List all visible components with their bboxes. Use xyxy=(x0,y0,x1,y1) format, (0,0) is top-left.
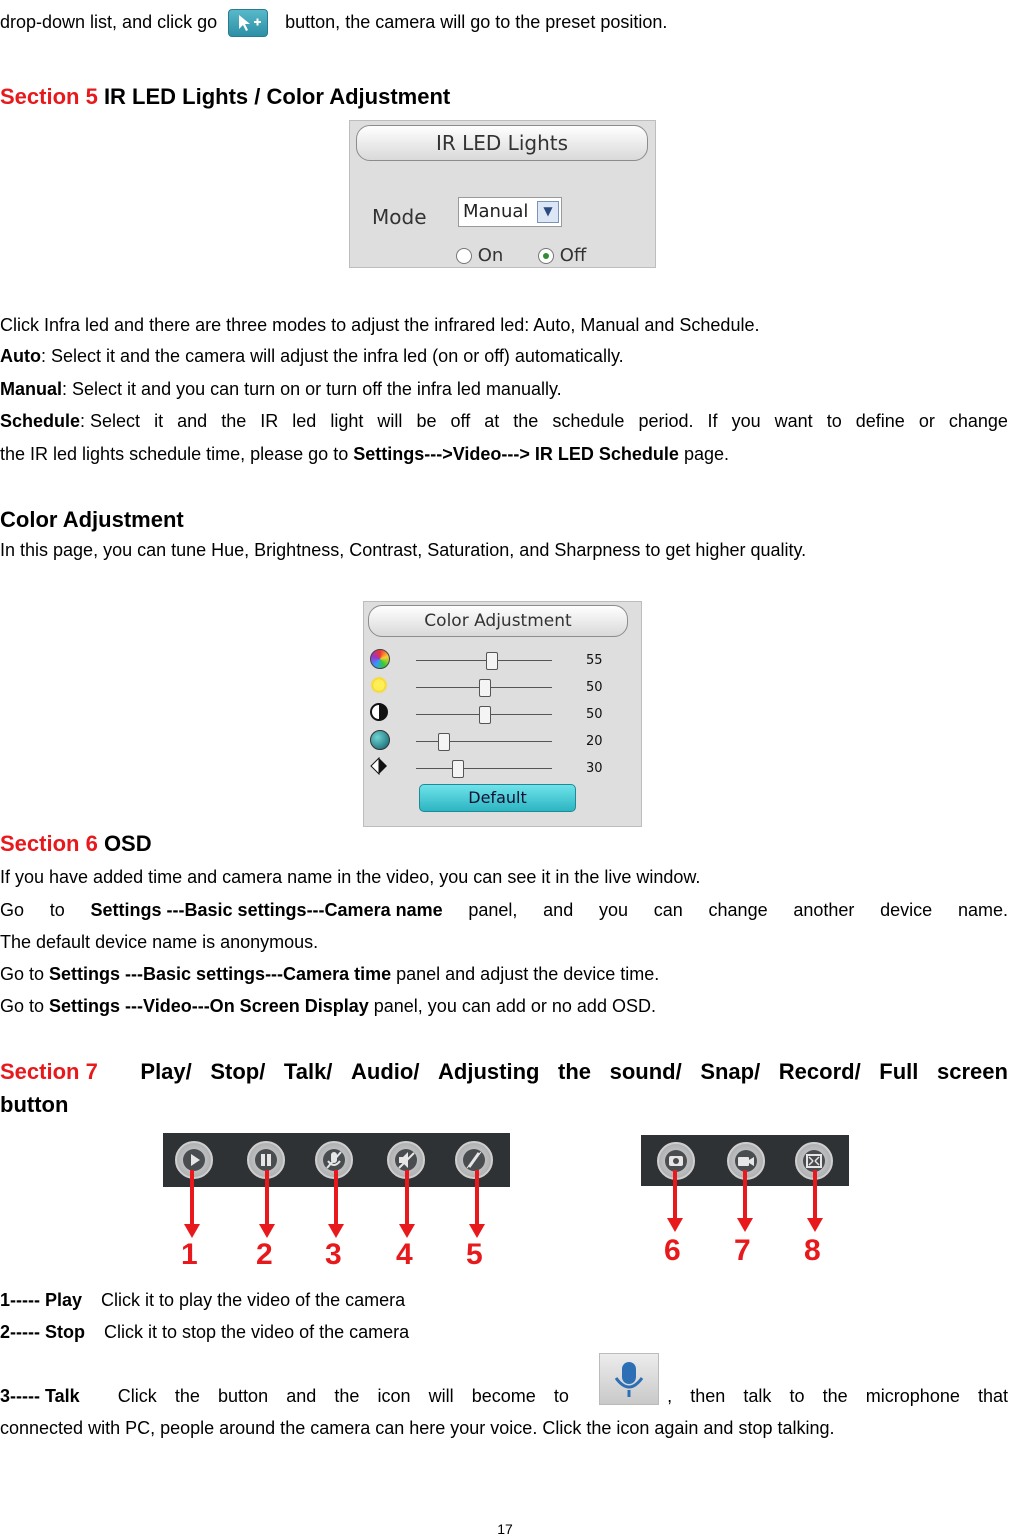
schedule-line2-pre: the IR led lights schedule time, please go to xyxy=(0,444,354,464)
section-7-title-word: Play/ xyxy=(140,1059,192,1084)
talk-word: and xyxy=(286,1386,317,1406)
hue-icon xyxy=(370,649,390,669)
arrow-6-shaft xyxy=(673,1170,677,1220)
radio-off-option[interactable] xyxy=(538,245,586,266)
talk-word: then xyxy=(690,1386,726,1406)
talk-word: Click xyxy=(117,1386,157,1406)
arrow-2-shaft xyxy=(265,1170,269,1226)
section-7-title-word: Audio/ xyxy=(351,1059,420,1084)
saturation-slider-thumb[interactable] xyxy=(438,733,450,751)
schedule-word: period. xyxy=(638,411,694,431)
radio-off-label: Off xyxy=(559,245,587,266)
schedule-word: will xyxy=(377,411,403,431)
section-6-title: OSD xyxy=(103,831,152,856)
arrow-4-head xyxy=(399,1224,415,1238)
label-8: 8 xyxy=(804,1234,821,1267)
schedule-desc-line1 xyxy=(0,410,1008,432)
label-3: 3 xyxy=(325,1238,342,1271)
section-6-label: Section 6 xyxy=(0,831,98,856)
talk-word: the xyxy=(334,1386,360,1406)
mode-label: Mode xyxy=(372,205,427,229)
talk-word: talk xyxy=(743,1386,772,1406)
color-adjustment-heading: Color Adjustment xyxy=(0,507,184,532)
section-7-label: Section 7 xyxy=(0,1059,98,1084)
arrow-5-head xyxy=(469,1224,485,1238)
schedule-word: the xyxy=(513,411,539,431)
hue-slider-thumb[interactable] xyxy=(486,652,498,670)
osd-p4 xyxy=(0,995,656,1017)
label-7: 7 xyxy=(734,1234,751,1267)
section-7-title-word: the xyxy=(558,1059,592,1084)
item-talk-term: 3----- Talk xyxy=(0,1386,80,1406)
schedule-word: If xyxy=(707,411,718,431)
osd-word: panel, xyxy=(468,900,518,920)
radio-on-label: On xyxy=(477,245,504,266)
arrow-7-shaft xyxy=(743,1170,747,1220)
brightness-slider-thumb[interactable] xyxy=(479,679,491,697)
schedule-word: the xyxy=(221,411,247,431)
schedule-word: change xyxy=(948,411,1008,431)
color-adjustment-header: Color Adjustment xyxy=(368,605,628,637)
section-7-title-word: Record/ xyxy=(778,1059,861,1084)
talk-word: will xyxy=(428,1386,454,1406)
radio-off-circle[interactable] xyxy=(538,248,554,264)
section-7-heading-line2: button xyxy=(0,1092,69,1117)
manual-term: Manual xyxy=(0,379,63,399)
radio-on-option[interactable] xyxy=(456,245,503,266)
mode-select[interactable] xyxy=(458,197,562,227)
schedule-word: it xyxy=(154,411,164,431)
section-6-heading xyxy=(0,831,152,857)
play-button[interactable] xyxy=(175,1141,213,1179)
osd-p2-line1 xyxy=(0,899,1008,921)
saturation-value: 20 xyxy=(586,734,603,749)
contrast-slider-thumb[interactable] xyxy=(479,706,491,724)
microphone-icon xyxy=(599,1353,659,1405)
section-7-heading-line1 xyxy=(0,1059,1008,1085)
slider-track xyxy=(416,660,552,661)
section-7-title-word: Talk/ xyxy=(283,1059,333,1084)
section-5-label: Section 5 xyxy=(0,84,98,109)
osd-word: you xyxy=(598,900,628,920)
item-play-term: 1----- Play xyxy=(0,1290,83,1310)
item-stop xyxy=(0,1321,409,1343)
osd-word: Go xyxy=(0,900,25,920)
go-arrow-icon xyxy=(228,9,268,37)
schedule-word: at xyxy=(484,411,500,431)
schedule-word: : Select xyxy=(80,411,141,431)
item-play-text: Click it to play the video of the camera xyxy=(101,1290,406,1310)
osd-p4-pre: Go to xyxy=(0,996,50,1016)
arrow-5-shaft xyxy=(475,1170,479,1226)
item-stop-term: 2----- Stop xyxy=(0,1322,85,1342)
slider-track xyxy=(416,768,552,769)
schedule-word: to xyxy=(826,411,842,431)
ir-led-panel xyxy=(349,120,656,268)
ir-led-header: IR LED Lights xyxy=(356,125,648,161)
arrow-6-head xyxy=(667,1218,683,1232)
item-talk-line1: 3----- Talk Click the button and the icon will become to , then talk to the microphone that xyxy=(0,1385,1008,1407)
intro-text-before: drop-down list, and click go xyxy=(0,11,218,32)
auto-text: : Select it and the camera will adjust the infra led (on or off) automatically. xyxy=(40,346,624,366)
osd-p3-pre: Go to xyxy=(0,964,50,984)
osd-p4-path: Settings ---Video---On Screen Display xyxy=(49,996,369,1016)
schedule-word: or xyxy=(918,411,935,431)
sharpness-value: 30 xyxy=(586,761,603,776)
arrow-3-shaft xyxy=(334,1170,338,1226)
default-button[interactable]: Default xyxy=(419,784,576,812)
color-adjustment-panel xyxy=(363,601,642,827)
auto-desc xyxy=(0,345,624,367)
label-5: 5 xyxy=(466,1238,483,1271)
section-7-title-word: Stop/ xyxy=(210,1059,266,1084)
label-6: 6 xyxy=(664,1234,681,1267)
osd-p1: If you have added time and camera name in the video, you can see it in the live window. xyxy=(0,867,701,887)
intro-line xyxy=(0,9,667,37)
arrow-1-shaft xyxy=(190,1170,194,1226)
label-4: 4 xyxy=(396,1238,413,1271)
intro-text-after: button, the camera will go to the preset position. xyxy=(285,11,668,32)
schedule-line2-post: page. xyxy=(678,444,729,464)
talk-word: that xyxy=(977,1386,1008,1406)
arrow-3-head xyxy=(328,1224,344,1238)
osd-p3 xyxy=(0,963,659,985)
osd-p4-post: panel, you can add or no add OSD. xyxy=(368,996,656,1016)
osd-p3-post: panel and adjust the device time. xyxy=(391,964,660,984)
talk-word: to xyxy=(789,1386,805,1406)
brightness-value: 50 xyxy=(586,680,603,695)
schedule-desc-line2 xyxy=(0,443,729,465)
talk-word: to xyxy=(553,1386,569,1406)
osd-word: device xyxy=(880,900,933,920)
section-5-title: IR LED Lights / Color Adjustment xyxy=(103,84,451,109)
osd-camera-name-path: Settings ---Basic settings---Camera name xyxy=(90,900,443,920)
schedule-path: Settings--->Video---> IR LED Schedule xyxy=(353,444,679,464)
color-adjustment-text: In this page, you can tune Hue, Brightness, Contrast, Saturation, and Sharpness to get higher quality. xyxy=(0,540,807,560)
osd-word: name. xyxy=(957,900,1008,920)
osd-word: change xyxy=(708,900,768,920)
talk-word: microphone xyxy=(865,1386,960,1406)
osd-word: to xyxy=(49,900,65,920)
osd-word: and xyxy=(543,900,574,920)
arrow-8-head xyxy=(807,1218,823,1232)
mode-select-value: Manual xyxy=(463,201,529,222)
osd-word: can xyxy=(653,900,683,920)
contrast-value: 50 xyxy=(586,707,603,722)
schedule-word: led xyxy=(292,411,317,431)
item-play xyxy=(0,1289,405,1311)
saturation-icon xyxy=(370,730,390,750)
arrow-2-head xyxy=(259,1224,275,1238)
arrow-4-shaft xyxy=(405,1170,409,1226)
brightness-icon xyxy=(370,676,388,694)
schedule-word: off xyxy=(450,411,471,431)
talk-word: icon xyxy=(377,1386,411,1406)
section-7-title-word: Full xyxy=(879,1059,919,1084)
chevron-down-icon: ▼ xyxy=(537,201,559,223)
label-2: 2 xyxy=(256,1238,273,1271)
volume-adjust-button[interactable] xyxy=(455,1141,493,1179)
section-7-title-word: Snap/ xyxy=(700,1059,761,1084)
arrow-8-shaft xyxy=(813,1170,817,1220)
auto-term: Auto xyxy=(0,346,41,366)
talk-word: the xyxy=(174,1386,200,1406)
schedule-word: want xyxy=(774,411,813,431)
schedule-word: define xyxy=(855,411,905,431)
osd-word: another xyxy=(793,900,855,920)
sharpness-slider-thumb[interactable] xyxy=(452,760,464,778)
manual-desc xyxy=(0,378,562,400)
arrow-7-head xyxy=(737,1218,753,1232)
talk-word: the xyxy=(822,1386,848,1406)
osd-p3-path: Settings ---Basic settings---Camera time xyxy=(49,964,392,984)
sharpness-icon xyxy=(370,757,388,775)
schedule-word: IR xyxy=(260,411,279,431)
page-number: 17 xyxy=(497,1521,513,1537)
hue-value: 55 xyxy=(586,653,603,668)
schedule-term: Schedule xyxy=(0,411,81,431)
schedule-word: you xyxy=(731,411,761,431)
contrast-icon xyxy=(370,703,388,721)
section-5-heading xyxy=(0,84,450,110)
slider-track xyxy=(416,741,552,742)
talk-word: become xyxy=(471,1386,536,1406)
section-7-title-word: screen xyxy=(936,1059,1008,1084)
label-1: 1 xyxy=(181,1238,198,1271)
talk-word: button xyxy=(218,1386,269,1406)
radio-on-circle[interactable] xyxy=(456,248,472,264)
manual-text: : Select it and you can turn on or turn off the infra led manually. xyxy=(62,379,562,399)
osd-p2-line2: The default device name is anonymous. xyxy=(0,932,319,952)
arrow-1-head xyxy=(184,1224,200,1238)
schedule-word: schedule xyxy=(552,411,625,431)
schedule-word: light xyxy=(330,411,364,431)
section-7-title-word: sound/ xyxy=(609,1059,682,1084)
section-7-title-word: Adjusting xyxy=(438,1059,540,1084)
item-talk-line2: connected with PC, people around the camera can here your voice. Click the icon again and stop talking. xyxy=(0,1418,835,1438)
item-stop-text: Click it to stop the video of the camera xyxy=(104,1322,410,1342)
ir-modes-intro: Click Infra led and there are three modes to adjust the infrared led: Auto, Manual and Schedule. xyxy=(0,315,760,335)
schedule-word: and xyxy=(177,411,208,431)
schedule-word: be xyxy=(416,411,437,431)
